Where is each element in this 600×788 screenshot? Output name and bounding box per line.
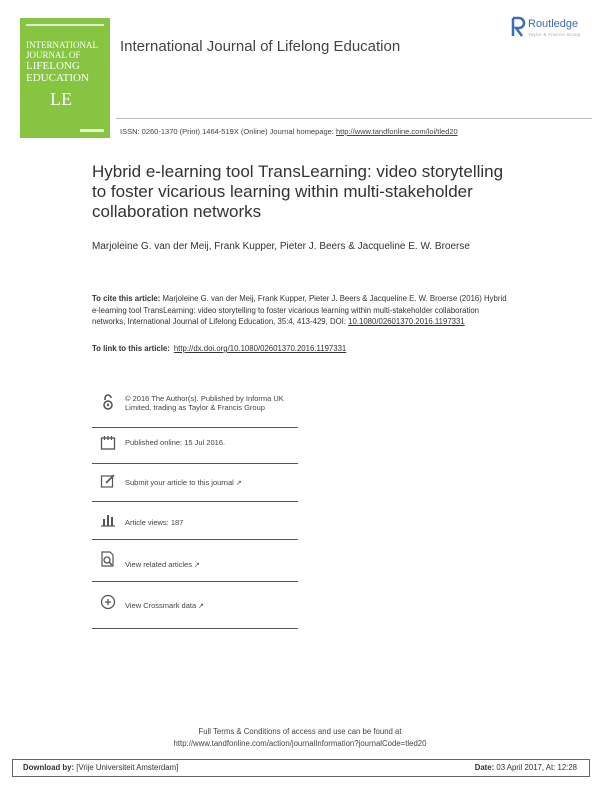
cover-top-line [26, 24, 104, 26]
cite-text: Marjoleine G. van der Meij, Frank Kupper, Pieter J. Beers & Jacqueline E. W. Broerse (2016) Hybrid e-learning tool TransLearning: video storytelling to foster vicarious learning within multi-stakeholder collaboration networks, International Journal of Lifelong Education, 35:4, 413-429, DOI: [92, 294, 507, 326]
terms-notice: Full Terms & Conditions of access and use can be found at http://www.tandfonline.com/action/journalInformation?journalCode=tled20 [0, 726, 600, 750]
article-authors: Marjoleine G. van der Meij, Frank Kupper, Pieter J. Beers & Jacqueline E. W. Broerse [92, 241, 470, 252]
external-link-icon: ↗ [235, 480, 242, 487]
open-access-text: © 2016 The Author(s). Published by Informa UK Limited, trading as Taylor & Francis Group [125, 394, 284, 412]
citation-block [92, 293, 512, 328]
link-label: To link to this article: [92, 344, 170, 353]
downloaded-by: Download by: [Vrije Universiteit Amsterdam] [23, 763, 179, 772]
cover-publisher-mark [80, 129, 104, 132]
cite-doi-link[interactable]: 10.1080/02601370.2016.1197331 [348, 317, 465, 326]
article-info-list [92, 380, 298, 630]
cite-label: To cite this article: [92, 294, 161, 303]
external-link-icon: ↗ [193, 562, 200, 569]
journal-cover-image [20, 18, 110, 138]
journal-title: International Journal of Lifelong Education [120, 38, 401, 55]
article-title: Hybrid e-learning tool TransLearning: video storytelling to foster vicarious learning within multi-stakeholder collaboration networks [92, 162, 504, 221]
edit-icon [100, 473, 116, 489]
cover-title: INTERNATIONAL JOURNAL OF LIFELONG EDUCATION [26, 40, 98, 84]
publisher-logo [510, 16, 590, 46]
crossmark-icon [100, 594, 116, 610]
related-search-icon [100, 551, 116, 567]
terms-link[interactable]: http://www.tandfonline.com/action/journalInformation?journalCode=tled20 [173, 739, 427, 748]
journal-homepage-link[interactable]: http://www.tandfonline.com/loi/tled20 [335, 127, 458, 136]
download-date: Date: 03 April 2017, At: 12:28 [474, 763, 577, 772]
published-text: Published online: 15 Jul 2016. [125, 438, 226, 447]
info-divider [92, 501, 298, 502]
open-access-lock-icon [100, 394, 116, 410]
article-link-line [92, 344, 512, 353]
cover-logo: LE [50, 89, 72, 109]
bar-chart-icon [100, 511, 116, 527]
crossmark-link[interactable]: View Crossmark data ↗ [125, 601, 205, 610]
publisher-name: Routledge [528, 18, 579, 30]
download-bar [12, 759, 590, 777]
issn-line: ISSN: 0260-1370 (Print) 1464-519X (Online) Journal homepage: http://www.tandfonline.com/loi/tled20 [120, 127, 458, 136]
header-divider [116, 118, 592, 119]
article-doi-link[interactable]: http://dx.doi.org/10.1080/02601370.2016.1197331 [173, 344, 347, 353]
external-link-icon: ↗ [198, 603, 205, 610]
info-divider [92, 628, 298, 629]
info-divider [92, 581, 298, 582]
info-divider [92, 463, 298, 464]
related-articles-link[interactable]: View related articles ↗ [125, 560, 200, 569]
article-views-text: Article views: 187 [125, 518, 184, 527]
publisher-subtitle: Taylor & Francis Group [528, 32, 581, 37]
info-divider [92, 539, 298, 540]
info-divider [92, 427, 298, 428]
calendar-icon [100, 435, 116, 451]
routledge-r-icon [510, 16, 526, 38]
submit-link[interactable]: Submit your article to this journal ↗ [125, 478, 242, 487]
